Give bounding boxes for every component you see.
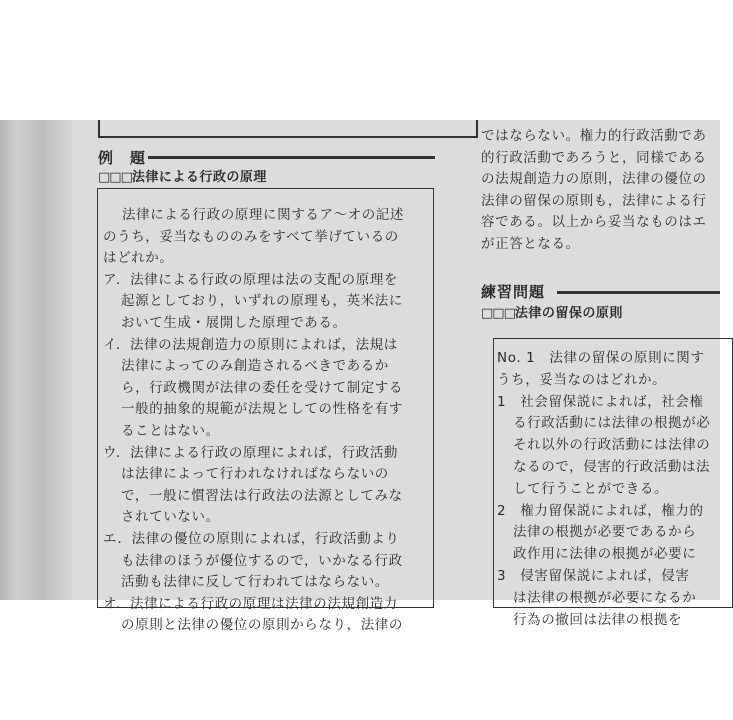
text-line: 政作用に法律の根拠が必要に	[513, 546, 697, 563]
text-line: 法律の留保の原則も，法律による行	[481, 192, 707, 209]
text-line: はどれか。	[103, 250, 174, 267]
text-line: 活動も法律に反して行われてはならない。	[121, 574, 389, 591]
text-line: 法律によってのみ創造されるべきであるか	[121, 358, 389, 375]
text-line: うち，妥当なのはどれか。	[497, 371, 667, 388]
text-line: されていない。	[121, 509, 220, 526]
text-line: おいて生成・展開した原理である。	[121, 315, 347, 331]
text-line: の原則と法律の優位の原則からなり，法律の	[121, 617, 403, 634]
text-line: ウ．法律による行政の原理によれば，行政活動	[103, 444, 399, 461]
text-line: イ．法律の法規創造力の原則によれば，法規は	[103, 336, 398, 353]
practice-heading: 練習問題	[481, 283, 546, 301]
text-line: で，一般に慣習法は行政法の法源としてみな	[121, 487, 403, 504]
text-line: して行うことができる。	[513, 480, 669, 497]
example-subheading-text: 法律による行政の原理	[131, 170, 267, 185]
text-line: なるので，侵害的行政活動は法	[513, 459, 711, 475]
text-line: 2 権力留保説によれば，権力的	[497, 502, 704, 519]
text-line: それ以外の行政活動には法律の	[513, 437, 711, 454]
text-line: エ．法律の優位の原則によれば，行政活動より	[103, 531, 400, 547]
text-line: No. 1 法律の留保の原則に関す	[497, 350, 705, 366]
example-heading-rule	[148, 156, 435, 159]
text-line: オ．法律による行政の原理は法律の法規創造力	[103, 595, 398, 612]
practice-heading-rule	[557, 291, 720, 294]
text-line: も法律のほうが優位するので，いかなる行政	[121, 552, 403, 569]
text-line: 行為の撤回は法律の根拠を	[513, 611, 683, 628]
practice-subheading	[481, 302, 623, 321]
text-line: 容である。以上から妥当なものはエ	[481, 214, 707, 231]
text-line: のうち，妥当なもののみをすべて挙げているの	[103, 228, 399, 245]
previous-page-edge	[0, 120, 42, 600]
text-line: ではならない。権力的行政活動であ	[481, 128, 707, 144]
example-subheading	[98, 166, 267, 185]
text-line: は法律によって行われなければならないの	[121, 466, 389, 483]
text-line: の法規創造力の原則，法律の優位の	[481, 171, 707, 188]
text-line: 起源としており，いずれの原理も，英米法に	[121, 293, 403, 310]
text-line: 3 侵害留保説によれば，侵害	[497, 568, 690, 584]
text-line: 一般的抽象的規範が法規としての性格を有す	[121, 401, 403, 418]
text-line: る行政活動には法律の根拠が必	[513, 415, 711, 432]
book-gutter	[42, 120, 72, 600]
text-line: 的行政活動であろうと，同様である	[481, 149, 707, 166]
practice-subheading-text: 法律の留保の原則	[514, 306, 623, 321]
checkbox-squares: □□□	[98, 170, 132, 185]
checkbox-squares: □□□	[481, 306, 515, 321]
text-line: 1 社会留保説によれば，社会権	[497, 393, 704, 410]
text-line: は法律の根拠が必要になるか	[513, 589, 697, 606]
section-header-frame	[98, 120, 478, 138]
text-line: ア．法律による行政の原理は法の支配の原理を	[103, 271, 399, 288]
text-line: が正答となる。	[481, 236, 580, 252]
text-line: 法律による行政の原理に関するア～オの記述	[122, 207, 404, 223]
text-line: 法律の根拠が必要であるから	[513, 524, 697, 541]
text-line: ることはない。	[121, 423, 220, 439]
example-heading: 例 題	[98, 149, 147, 167]
book-page-photo	[0, 120, 720, 634]
text-line: ら，行政機関が法律の委任を受けて制定する	[121, 379, 403, 396]
